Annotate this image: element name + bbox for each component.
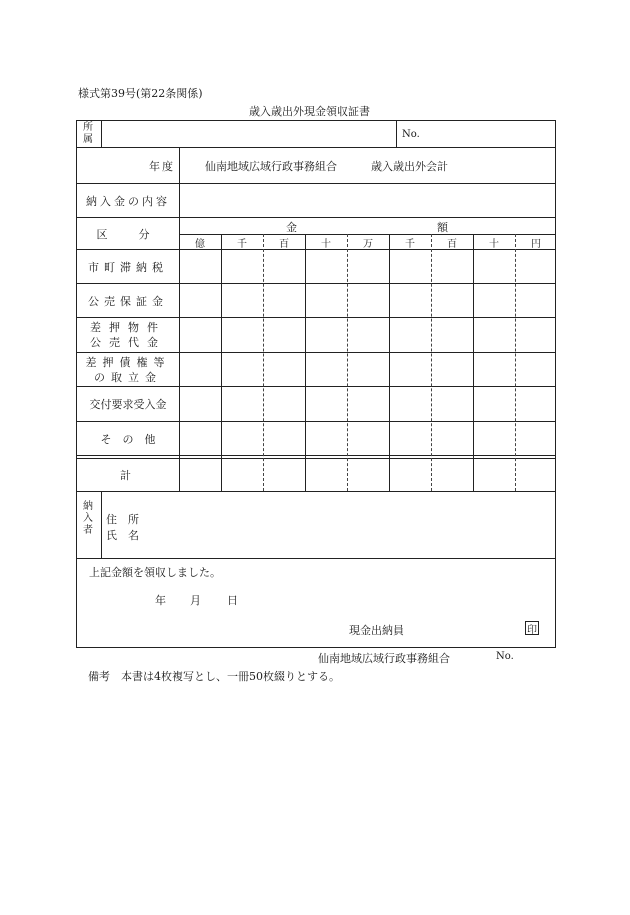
organization-name: 仙南地域広域行政事務組合	[205, 159, 337, 173]
fiscal-year-field[interactable]	[79, 148, 175, 183]
amount-label-2: 額	[437, 221, 448, 234]
row-label-seized-claims-line2: の取立金	[94, 370, 162, 384]
date-year: 年	[155, 594, 166, 607]
payer-address-field[interactable]	[147, 509, 547, 525]
affiliation-char-2: 属	[83, 134, 93, 145]
date-day: 日	[227, 594, 238, 607]
payer-label	[83, 501, 93, 537]
form-number: 様式第39号(第22条関係)	[78, 87, 203, 100]
payer-name-label: 氏 名	[106, 529, 139, 542]
account-name: 歳入歳出外会計	[371, 159, 448, 173]
document-title: 歳入歳出外現金領収証書	[249, 105, 370, 118]
fiscal-year-label: 年度	[149, 159, 175, 173]
receipt-form	[76, 120, 556, 648]
date-month: 月	[190, 594, 201, 607]
amount-label-1: 金	[286, 221, 297, 234]
seal-box: 印	[525, 621, 539, 635]
payment-content-label: 納入金の内容	[86, 194, 170, 208]
row-label-auction-deposit: 公売保証金	[88, 294, 168, 308]
unit-oku: 億	[195, 238, 205, 250]
payment-content-field[interactable]	[181, 184, 553, 217]
unit-juu-1: 十	[321, 238, 331, 250]
remarks: 備考 本書は4枚複写とし、一冊50枚綴りとする。	[88, 670, 340, 683]
payer-char-2: 入	[83, 513, 93, 524]
row-label-seized-claims	[77, 353, 179, 386]
footer-organization: 仙南地域広域行政事務組合	[318, 652, 450, 665]
unit-sen-1: 千	[237, 238, 247, 250]
row-label-seized-claims-line1: 差押債権等	[85, 355, 171, 369]
affiliation-label	[83, 122, 93, 146]
payer-name-field[interactable]	[147, 525, 547, 541]
row-label-other: そ の 他	[100, 432, 156, 446]
unit-hyaku-2: 百	[447, 238, 457, 250]
unit-man: 万	[363, 238, 373, 250]
cashier-label: 現金出納員	[349, 624, 404, 637]
footer-no-label: No.	[496, 651, 514, 662]
payer-address-label: 住 所	[106, 513, 139, 526]
category-label: 区 分	[96, 227, 160, 241]
unit-hyaku-1: 百	[279, 238, 289, 250]
row-label-seized-goods-line1: 差押物件	[90, 321, 166, 334]
unit-sen-2: 千	[405, 238, 415, 250]
row-label-seized-goods	[77, 318, 179, 352]
row-label-delivery-request: 交付要求受入金	[89, 398, 167, 411]
payer-char-3: 者	[83, 525, 93, 536]
row-label-total: 計	[120, 469, 136, 482]
unit-juu-2: 十	[489, 238, 499, 250]
affiliation-char-1: 所	[83, 122, 93, 133]
affiliation-field[interactable]	[103, 122, 394, 146]
row-label-seized-goods-line2: 公売代金	[90, 336, 166, 349]
receipt-statement: 上記金額を領収しました。	[89, 566, 221, 579]
row-label-delinquent-tax: 市町滞納税	[88, 260, 168, 274]
unit-yen: 円	[531, 238, 541, 250]
payer-char-1: 納	[83, 501, 93, 512]
receipt-no-label: No.	[402, 128, 420, 140]
